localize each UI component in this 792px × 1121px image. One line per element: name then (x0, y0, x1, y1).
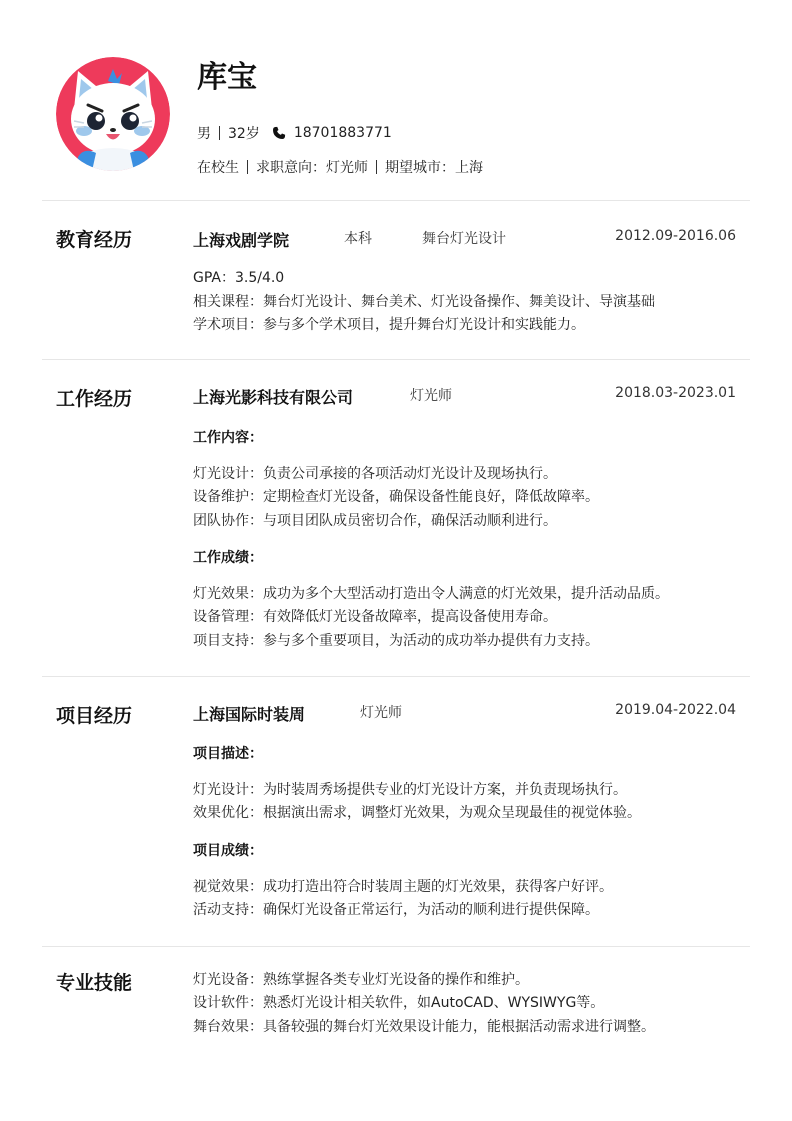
work-content-line: 团队协作：与项目团队成员密切合作，确保活动顺利进行。 (193, 513, 557, 529)
subsection-title: 项目描述： (193, 746, 263, 762)
degree: 本科 (344, 231, 372, 247)
phone-number[interactable]: 18701883771 (293, 125, 392, 141)
phone-icon (272, 126, 286, 140)
gender: 男 (197, 126, 211, 142)
skill-line: 舞台效果：具备较强的舞台灯光效果设计能力，能根据活动需求进行调整。 (193, 1019, 655, 1035)
intent-info-line (197, 157, 483, 177)
education-line: 相关课程：舞台灯光设计、舞台美术、灯光设备操作、舞美设计、导演基础 (193, 294, 655, 310)
section-title: 工作经历 (56, 388, 133, 410)
cat-mascot-avatar (56, 57, 170, 171)
divider (219, 126, 220, 140)
project-desc-line: 效果优化：根据演出需求，调整灯光效果，为观众呈现最佳的视觉体验。 (193, 805, 641, 821)
subsection-title: 项目成绩： (193, 843, 263, 859)
project-role: 灯光师 (360, 705, 402, 721)
school-name: 上海戏剧学院 (193, 231, 290, 250)
project-section (42, 676, 750, 946)
skill-line: 设计软件：熟悉灯光设计相关软件，如AutoCAD、WYSIWYG等。 (193, 995, 605, 1011)
skill-line: 灯光设备：熟练掌握各类专业灯光设备的操作和维护。 (193, 972, 529, 988)
project-achievement-line: 活动支持：确保灯光设备正常运行，为活动的顺利进行提供保障。 (193, 902, 599, 918)
education-line: GPA：3.5/4.0 (193, 270, 285, 286)
work-content-line: 灯光设计：负责公司承接的各项活动灯光设计及现场执行。 (193, 466, 557, 482)
project-achievement-line: 视觉效果：成功打造出符合时装周主题的灯光效果，获得客户好评。 (193, 879, 613, 895)
subsection-title: 工作内容： (193, 430, 263, 446)
project-desc-line: 灯光设计：为时装周秀场提供专业的灯光设计方案，并负责现场执行。 (193, 782, 627, 798)
date-range: 2012.09-2016.06 (615, 228, 736, 244)
expected-city: 期望城市：上海 (385, 160, 483, 176)
section-title: 项目经历 (56, 705, 133, 727)
work-achievement-line: 灯光效果：成功为多个大型活动打造出令人满意的灯光效果，提升活动品质。 (193, 586, 669, 602)
project-name: 上海国际时装周 (193, 705, 306, 724)
status: 在校生 (197, 160, 239, 176)
date-range: 2019.04-2022.04 (615, 702, 736, 718)
section-title: 专业技能 (56, 972, 133, 994)
basic-info-line (197, 123, 392, 143)
work-achievement-line: 设备管理：有效降低灯光设备故障率，提高设备使用寿命。 (193, 609, 557, 625)
age: 32岁 (228, 126, 260, 142)
work-section (42, 359, 750, 676)
resume-header (0, 0, 792, 200)
section-title: 教育经历 (56, 229, 133, 251)
subsection-title: 工作成绩： (193, 550, 263, 566)
job-intent: 求职意向：灯光师 (256, 160, 368, 176)
job-role: 灯光师 (410, 388, 452, 404)
divider (247, 160, 248, 174)
candidate-name: 库宝 (197, 60, 257, 95)
work-achievement-line: 项目支持：参与多个重要项目，为活动的成功举办提供有力支持。 (193, 633, 599, 649)
education-line: 学术项目：参与多个学术项目，提升舞台灯光设计和实践能力。 (193, 317, 585, 333)
education-section (42, 200, 750, 359)
company-name: 上海光影科技有限公司 (193, 388, 354, 407)
major: 舞台灯光设计 (422, 231, 506, 247)
skills-section (42, 946, 750, 1057)
date-range: 2018.03-2023.01 (615, 385, 736, 401)
work-content-line: 设备维护：定期检查灯光设备，确保设备性能良好，降低故障率。 (193, 489, 599, 505)
divider (376, 160, 377, 174)
